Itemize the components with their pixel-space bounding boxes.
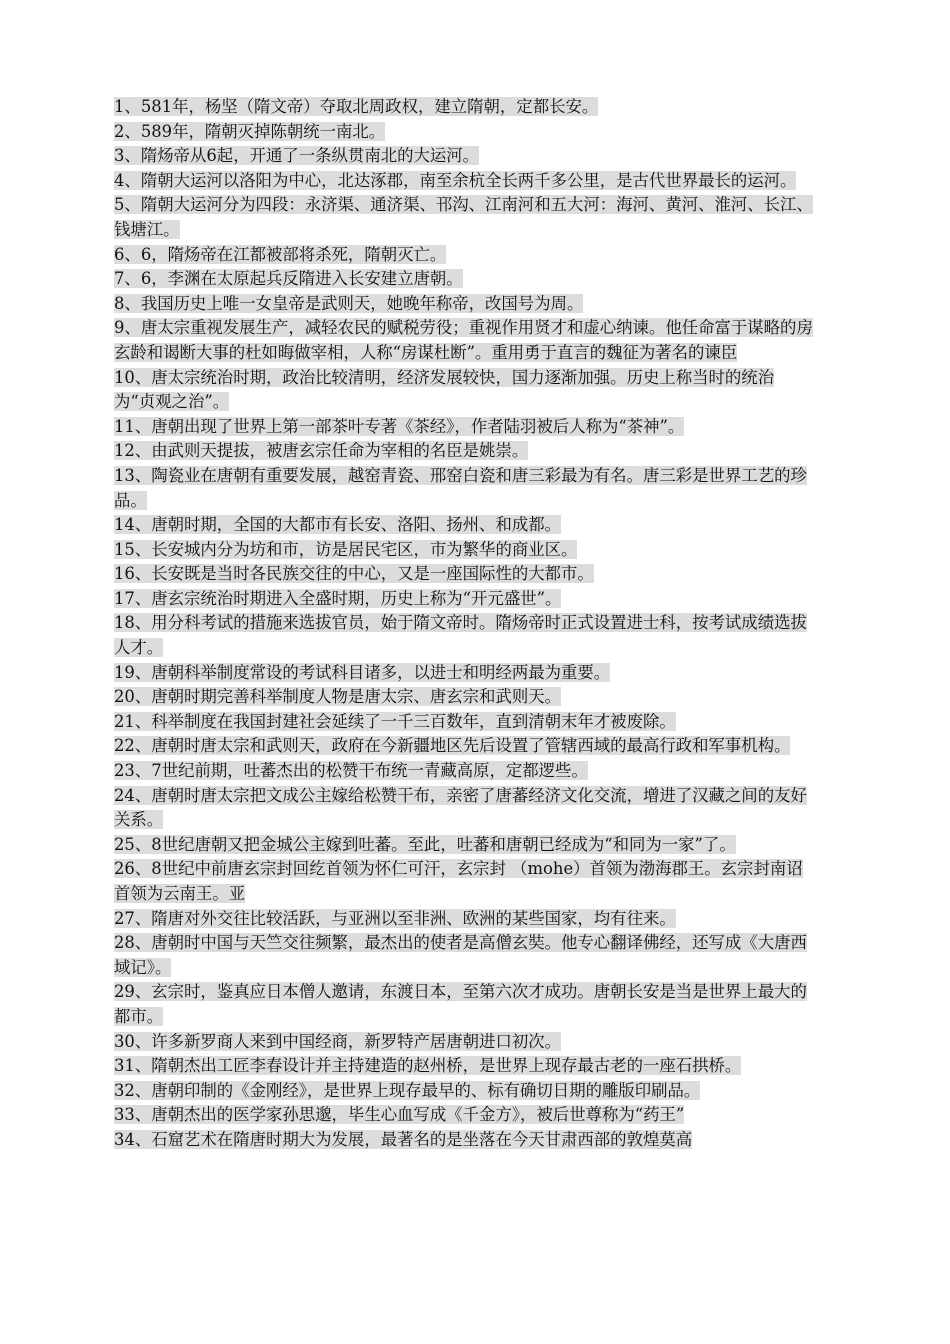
list-item-text: 6、6，隋炀帝在江都被部将杀死，隋朝灭亡。 xyxy=(114,244,447,264)
list-item-text: 21、科举制度在我国封建社会延续了一千三百数年，直到清朝末年才被废除。 xyxy=(114,711,676,731)
list-item xyxy=(114,587,814,612)
list-item-text: 18、用分科考试的措施来选拔官员，始于隋文帝时。隋炀帝时正式设置进士科，按考试成绩选拔人才。 xyxy=(114,613,807,658)
list-item xyxy=(114,316,814,365)
list-item-text: 28、唐朝时中国与天竺交往频繁，最杰出的使者是高僧玄奘。他专心翻译佛经，还写成《大唐西域记》。 xyxy=(114,933,807,977)
list-item xyxy=(114,734,814,759)
list-item-text: 27、隋唐对外交往比较活跃，与亚洲以至非洲、欧洲的某些国家，均有往来。 xyxy=(114,908,676,928)
list-item-text: 23、7世纪前期，吐蕃杰出的松赞干布统一青藏高原，定都逻些。 xyxy=(114,761,588,781)
list-item xyxy=(114,193,814,242)
list-item-text: 29、玄宗时，鉴真应日本僧人邀请，东渡日本，至第六次才成功。唐朝长安是当是世界上最大的都市。 xyxy=(114,982,807,1026)
list-item-text: 11、唐朝出现了世界上第一部茶叶专著《茶经》，作者陆羽被后人称为“茶神”。 xyxy=(114,416,685,436)
list-item xyxy=(114,710,814,735)
list-item-text: 14、唐朝时期，全国的大都市有长安、洛阳、扬州、和成都。 xyxy=(114,515,562,535)
list-item xyxy=(114,759,814,784)
list-item xyxy=(114,1030,814,1055)
list-item-text: 19、唐朝科举制度常设的考试科目诸多，以进士和明经两最为重要。 xyxy=(114,662,611,682)
list-item-text: 24、唐朝时唐太宗把文成公主嫁给松赞干布，亲密了唐蕃经济文化交流，增进了汉藏之间的友好关系。 xyxy=(114,785,807,830)
list-item-text: 30、许多新罗商人来到中国经商，新罗特产居唐朝进口初次。 xyxy=(114,1031,562,1051)
list-item xyxy=(114,931,814,980)
list-item xyxy=(114,784,814,833)
list-item-text: 22、唐朝时唐太宗和武则天，政府在今新疆地区先后设置了管辖西域的最高行政和军事机构。 xyxy=(114,736,791,756)
list-item-text: 20、唐朝时期完善科举制度人物是唐太宗、唐玄宗和武则天。 xyxy=(114,687,562,707)
list-item xyxy=(114,562,814,587)
document-page xyxy=(114,95,814,1153)
list-item xyxy=(114,661,814,686)
list-item-text: 15、长安城内分为坊和市，访是居民宅区，市为繁华的商业区。 xyxy=(114,539,578,559)
list-item xyxy=(114,1054,814,1079)
list-item xyxy=(114,513,814,538)
list-item xyxy=(114,169,814,194)
list-item-text: 12、由武则天提拔，被唐玄宗任命为宰相的名臣是姚崇。 xyxy=(114,441,529,461)
list-item xyxy=(114,685,814,710)
list-item xyxy=(114,857,814,906)
list-item-text: 7、6，李渊在太原起兵反隋进入长安建立唐朝。 xyxy=(114,269,463,289)
list-item-text: 17、唐玄宗统治时期进入全盛时期，历史上称为“开元盛世”。 xyxy=(114,588,562,608)
list-item xyxy=(114,439,814,464)
list-item xyxy=(114,538,814,563)
list-item xyxy=(114,464,814,513)
list-item xyxy=(114,907,814,932)
list-item xyxy=(114,366,814,415)
list-item-text: 33、唐朝杰出的医学家孙思邈，毕生心血写成《千金方》，被后世尊称为“药王” xyxy=(114,1105,685,1125)
list-item-text: 3、隋炀帝从6起，开通了一条纵贯南北的大运河。 xyxy=(114,146,480,166)
list-item-text: 13、陶瓷业在唐朝有重要发展，越窑青瓷、邢窑白瓷和唐三彩最为有名。唐三彩是世界工艺的珍品。 xyxy=(114,465,807,510)
list-item-text: 31、隋朝杰出工匠李春设计并主持建造的赵州桥，是世界上现存最古老的一座石拱桥。 xyxy=(114,1056,742,1076)
list-item xyxy=(114,1128,814,1153)
list-item-text: 5、隋朝大运河分为四段：永济渠、通济渠、邗沟、江南河和五大河：海河、黄河、淮河、长江、钱塘江。 xyxy=(114,195,813,239)
list-item-text: 34、石窟艺术在隋唐时期大为发展，最著名的是坐落在今天甘肃西部的敦煌莫高 xyxy=(114,1129,693,1149)
list-item xyxy=(114,120,814,145)
list-item xyxy=(114,980,814,1029)
list-item xyxy=(114,292,814,317)
list-item xyxy=(114,267,814,292)
list-item-text: 25、8世纪唐朝又把金城公主嫁到吐蕃。至此，吐蕃和唐朝已经成为“和同为一家”了。 xyxy=(114,834,736,854)
list-item xyxy=(114,611,814,660)
list-item-text: 32、唐朝印制的《金刚经》，是世界上现存最早的、标有确切日期的雕版印刷品。 xyxy=(114,1080,701,1100)
list-item-text: 2、589年，隋朝灭掉陈朝统一南北。 xyxy=(114,121,386,141)
list-item xyxy=(114,415,814,440)
list-item-text: 4、隋朝大运河以洛阳为中心，北达涿郡，南至余杭全长两千多公里，是古代世界最长的运河。 xyxy=(114,170,797,190)
list-item xyxy=(114,243,814,268)
list-item xyxy=(114,833,814,858)
list-item-text: 9、唐太宗重视发展生产，减轻农民的赋税劳役；重视作用贤才和虚心纳谏。他任命富于谋略的房玄龄和谒断大事的杜如晦做宰相，人称“房谋杜断”。重用勇于直言的魏征为著名的谏臣 xyxy=(114,318,813,362)
list-item xyxy=(114,144,814,169)
list-item xyxy=(114,1079,814,1104)
list-item-text: 1、581年，杨坚（隋文帝）夺取北周政权，建立隋朝，定都长安。 xyxy=(114,97,599,116)
list-item-text: 26、8世纪中前唐玄宗封回纥首领为怀仁可汗，玄宗封 （mohe）首领为渤海郡王。玄宗封南诏首领为云南王。亚 xyxy=(114,859,803,903)
list-item xyxy=(114,1103,814,1128)
list-item-text: 16、长安既是当时各民族交往的中心，又是一座国际性的大都市。 xyxy=(114,564,594,584)
list-item-text: 10、唐太宗统治时期，政治比较清明，经济发展较快，国力逐渐加强。历史上称当时的统治为“贞观之治”。 xyxy=(114,367,775,412)
list-item xyxy=(114,95,814,120)
list-item-text: 8、我国历史上唯一女皇帝是武则天，她晚年称帝，改国号为周。 xyxy=(114,293,584,313)
